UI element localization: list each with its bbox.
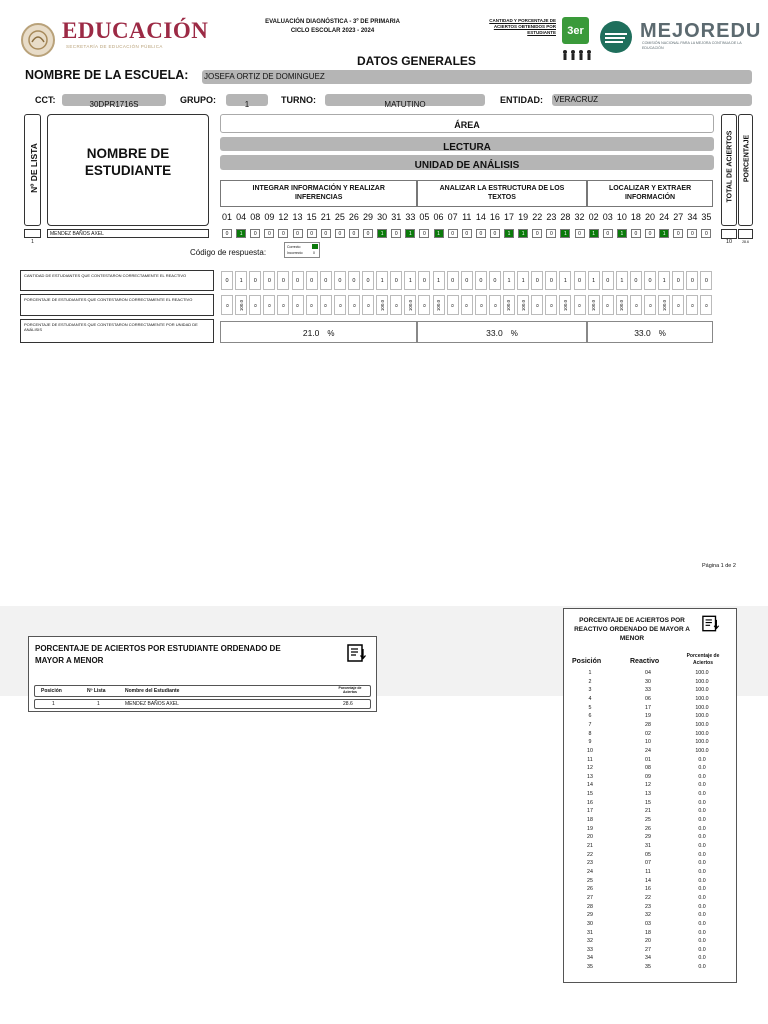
item-number: 34 xyxy=(687,212,698,222)
summary-percent-cell: 0 xyxy=(672,295,684,315)
summary-count-cell: 0 xyxy=(306,271,318,290)
sort-icon xyxy=(347,644,367,662)
summary-count-cell: 0 xyxy=(545,271,557,290)
answer-correct: 1 xyxy=(617,229,627,238)
brand-title: EDUCACIÓN xyxy=(62,18,209,43)
mejoredu-logo-icon xyxy=(599,20,633,54)
item-rank-row: 14 12 0.0 xyxy=(587,782,706,789)
item-rank-row: 9 10 100.0 xyxy=(588,739,709,746)
summary-count-cell: 1 xyxy=(517,271,529,290)
item-rank-row: 22 05 0.0 xyxy=(587,851,706,858)
item-rank-row: 2 30 100.0 xyxy=(588,678,709,685)
item-number: 08 xyxy=(250,212,261,222)
item-rank-row: 7 28 100.0 xyxy=(588,721,709,728)
sort-icon xyxy=(702,615,720,632)
analysis-unit-header xyxy=(587,180,714,207)
summary-count-cell: 1 xyxy=(376,271,388,290)
summary-percent-cell: 0 xyxy=(263,295,275,315)
summary-count-cell: 1 xyxy=(616,271,628,290)
answer-correct: 1 xyxy=(518,229,528,238)
summary-count-cell: 0 xyxy=(700,271,712,290)
summary-count-cell: 0 xyxy=(672,271,684,290)
answer-correct: 1 xyxy=(504,229,514,238)
item-number: 14 xyxy=(475,212,486,222)
student-rank-row: 1 1 MENDEZ BAÑOS AXEL 28.6 xyxy=(34,699,371,709)
summary-percent-cell: 0 xyxy=(306,295,318,315)
item-rank-row: 16 15 0.0 xyxy=(587,799,706,806)
item-number: 11 xyxy=(462,212,472,222)
item-number: 01 xyxy=(222,212,233,222)
answer-incorrect: 0 xyxy=(264,229,274,238)
summary-percent-cell: 100.0 xyxy=(588,295,600,315)
answer-incorrect: 0 xyxy=(631,229,641,238)
item-number: 35 xyxy=(701,212,712,222)
summary-count-cell: 0 xyxy=(249,271,261,290)
unit-percent-cell xyxy=(417,321,586,343)
item-number: 27 xyxy=(673,212,684,222)
item-number: 33 xyxy=(405,212,416,222)
item-rank-row: 35 35 0.0 xyxy=(587,964,706,971)
summary-percent-cell: 100.0 xyxy=(658,295,670,315)
summary-unit-label: PORCENTAJE DE ESTUDIANTES QUE CONTESTARON CORRECTAMENTE POR UNIDAD DE ANÁLISIS xyxy=(20,319,214,343)
item-number: 23 xyxy=(546,212,557,222)
percent-label: PORCENTAJE xyxy=(743,134,751,183)
summary-percent-cell: 0 xyxy=(447,295,459,315)
school-cycle: CICLO ESCOLAR 2023 - 2024 xyxy=(290,28,375,34)
summary-percent-cell: 0 xyxy=(545,295,557,315)
unit-percent: 33.0 xyxy=(486,328,503,338)
student-name-cell: MENDEZ BAÑOS AXEL xyxy=(47,229,209,238)
brand-subtitle: SECRETARÍA DE EDUCACIÓN PÚBLICA xyxy=(66,44,163,49)
turno-field xyxy=(325,94,485,109)
entidad-value: VERACRUZ xyxy=(554,95,599,104)
answer-incorrect: 0 xyxy=(701,229,711,238)
student-rank-header: Posición Nº Lista Nombre del Estudiante Porcentaje de Aciertos xyxy=(34,685,371,697)
unit-percent-cell xyxy=(587,321,714,343)
list-number-label: Nº DE LISTA xyxy=(29,143,39,193)
item-number: 32 xyxy=(574,212,585,222)
unit-percent-cell xyxy=(220,321,417,343)
student-percent-cell: 28.6 xyxy=(738,229,753,239)
summary-percent-cell: 0 xyxy=(531,295,543,315)
item-rank-row: 5 17 100.0 xyxy=(588,704,709,711)
summary-percent-cell: 0 xyxy=(574,295,586,315)
section-title: DATOS GENERALES xyxy=(357,54,476,68)
student-rank-panel xyxy=(28,636,377,712)
summary-percent-cell: 100.0 xyxy=(517,295,529,315)
turno-label: TURNO: xyxy=(281,95,316,105)
summary-count-cell: 0 xyxy=(489,271,501,290)
item-number: 09 xyxy=(264,212,275,222)
answer-incorrect: 0 xyxy=(307,229,317,238)
answer-correct: 1 xyxy=(236,229,246,238)
unit-percent-sign: % xyxy=(510,329,518,338)
area-label: ÁREA xyxy=(454,120,480,130)
legend-box: Correcto Incorrecto 0 xyxy=(284,242,320,258)
turno-value: MATUTINO xyxy=(384,100,426,109)
summary-percent-cell: 0 xyxy=(249,295,261,315)
item-rank-row: 3 33 100.0 xyxy=(588,687,709,694)
summary-count-cell: 0 xyxy=(630,271,642,290)
item-number: 17 xyxy=(504,212,515,222)
student-name-label: NOMBRE DE ESTUDIANTE xyxy=(84,146,172,178)
summary-percent-cell: 0 xyxy=(221,295,233,315)
item-number: 31 xyxy=(391,212,402,222)
answer-incorrect: 0 xyxy=(532,229,542,238)
item-number: 16 xyxy=(489,212,500,222)
answer-incorrect: 0 xyxy=(462,229,472,238)
item-rank-row: 30 03 0.0 xyxy=(587,920,706,927)
answer-incorrect: 0 xyxy=(673,229,683,238)
summary-percent-cell: 100.0 xyxy=(616,295,628,315)
unit-label-bar xyxy=(220,155,714,170)
item-number: 26 xyxy=(348,212,359,222)
item-rank-row: 21 31 0.0 xyxy=(587,843,706,849)
summary-percent-cell: 0 xyxy=(292,295,304,315)
grupo-value: 1 xyxy=(244,100,250,109)
summary-count-cell: 0 xyxy=(320,271,332,290)
answer-incorrect: 0 xyxy=(349,229,359,238)
item-rank-row: 20 29 0.0 xyxy=(587,834,706,841)
item-number: 18 xyxy=(630,212,641,222)
summary-count-cell: 0 xyxy=(531,271,543,290)
item-rank-title: PORCENTAJE DE ACIERTOS POR REACTIVO ORDENADO DE MAYOR A MENOR xyxy=(574,617,690,642)
legend-label: Código de respuesta: xyxy=(190,248,267,257)
school-name-label: NOMBRE DE LA ESCUELA: xyxy=(25,68,189,82)
summary-percent-cell: 0 xyxy=(334,295,346,315)
answer-correct: 1 xyxy=(589,229,599,238)
summary-count-cell: 0 xyxy=(348,271,360,290)
percent-header xyxy=(738,114,753,226)
item-rank-row: 8 02 100.0 xyxy=(588,730,709,737)
answer-incorrect: 0 xyxy=(222,229,232,238)
legend-correct-swatch xyxy=(312,244,318,249)
summary-count-cell: 0 xyxy=(277,271,289,290)
summary-percent-cell: 0 xyxy=(277,295,289,315)
item-rank-row: 1 04 100.0 xyxy=(588,670,709,676)
item-rank-row: 15 13 0.0 xyxy=(587,791,706,798)
summary-percent-label: PORCENTAJE DE ESTUDIANTES QUE CONTESTARON CORRECTAMENTE EL REACTIVO xyxy=(20,294,214,316)
item-rank-row: 29 32 0.0 xyxy=(587,912,706,919)
item-number: 30 xyxy=(377,212,388,222)
summary-count-cell: 1 xyxy=(588,271,600,290)
item-rank-header: Posición Reactivo Porcentaje de Aciertos xyxy=(572,653,720,666)
item-rank-row: 31 18 0.0 xyxy=(587,929,706,936)
summary-percent-cell: 0 xyxy=(630,295,642,315)
summary-count-cell: 0 xyxy=(461,271,473,290)
entidad-field xyxy=(552,94,752,106)
answer-incorrect: 0 xyxy=(603,229,613,238)
summary-percent-cell: 100.0 xyxy=(235,295,247,315)
summary-percent-cell: 100.0 xyxy=(376,295,388,315)
item-number: 22 xyxy=(532,212,543,222)
summary-count-cell: 0 xyxy=(292,271,304,290)
report-type: CANTIDAD Y PORCENTAJE DE ACIERTOS OBTENIDOS POR ESTUDIANTE xyxy=(489,18,556,35)
summary-percent-cell: 100.0 xyxy=(404,295,416,315)
item-number: 06 xyxy=(433,212,444,222)
student-list-number: 1 xyxy=(24,229,41,238)
sep-seal-icon xyxy=(20,22,56,58)
analysis-unit-name: INTEGRAR INFORMACIÓN Y REALIZAR INFERENCIAS xyxy=(252,185,385,201)
item-rank-row: 12 08 0.0 xyxy=(587,765,706,772)
entidad-label: ENTIDAD: xyxy=(500,95,543,105)
summary-count-cell: 0 xyxy=(334,271,346,290)
answer-incorrect: 0 xyxy=(391,229,401,238)
cct-field xyxy=(62,94,166,109)
mejoredu-title: MEJOREDU xyxy=(640,20,762,42)
item-number: 19 xyxy=(518,212,529,222)
answer-incorrect: 0 xyxy=(419,229,429,238)
summary-count-label: CANTIDAD DE ESTUDIANTES QUE CONTESTARON CORRECTAMENTE EL REACTIVO xyxy=(20,270,214,291)
summary-percent-cell: 0 xyxy=(348,295,360,315)
item-number: 12 xyxy=(278,212,289,222)
summary-percent-cell: 100.0 xyxy=(559,295,571,315)
summary-count-cell: 1 xyxy=(658,271,670,290)
analysis-unit-name: ANALIZAR LA ESTRUCTURA DE LOS TEXTOS xyxy=(439,185,565,201)
answer-correct: 1 xyxy=(434,229,444,238)
answer-incorrect: 0 xyxy=(546,229,556,238)
item-number: 24 xyxy=(659,212,670,222)
summary-count-cell: 0 xyxy=(475,271,487,290)
item-number: 07 xyxy=(447,212,458,222)
summary-percent-cell: 0 xyxy=(644,295,656,315)
total-label: TOTAL DE ACIERTOS xyxy=(726,130,734,203)
cct-value: 30DPR1716S xyxy=(89,100,139,109)
mejoredu-subtitle: COMISIÓN NACIONAL PARA LA MEJORA CONTINUA DE LA EDUCACIÓN xyxy=(642,41,742,50)
item-rank-panel xyxy=(563,608,737,983)
area-value-bar xyxy=(220,137,714,151)
item-number: 13 xyxy=(292,212,303,222)
item-number: 20 xyxy=(645,212,656,222)
answer-incorrect: 0 xyxy=(645,229,655,238)
item-rank-row: 17 21 0.0 xyxy=(587,808,706,815)
grade-badge: 3er xyxy=(562,17,589,44)
item-rank-row: 6 19 100.0 xyxy=(588,713,709,720)
answer-incorrect: 0 xyxy=(448,229,458,238)
summary-percent-cell: 0 xyxy=(602,295,614,315)
analysis-unit-name: LOCALIZAR Y EXTRAER INFORMACIÓN xyxy=(608,185,692,201)
summary-count-cell: 1 xyxy=(503,271,515,290)
item-rank-row: 34 34 0.0 xyxy=(587,955,706,962)
answer-incorrect: 0 xyxy=(293,229,303,238)
school-name-value: JOSEFA ORTIZ DE DOMINGUEZ xyxy=(204,72,325,81)
summary-count-cell: 0 xyxy=(447,271,459,290)
item-rank-row: 19 26 0.0 xyxy=(587,825,706,832)
summary-percent-cell: 100.0 xyxy=(433,295,445,315)
unit-percent: 21.0 xyxy=(302,328,320,338)
summary-count-cell: 0 xyxy=(602,271,614,290)
summary-count-cell: 0 xyxy=(418,271,430,290)
item-number: 15 xyxy=(306,212,317,222)
item-number: 03 xyxy=(602,212,613,222)
analysis-unit-header xyxy=(417,180,586,207)
item-rank-row: 27 22 0.0 xyxy=(587,894,706,901)
school-name-field xyxy=(202,70,752,84)
item-number: 04 xyxy=(236,212,247,222)
cct-label: CCT: xyxy=(35,95,56,105)
summary-count-cell: 0 xyxy=(390,271,402,290)
summary-count-cell: 1 xyxy=(404,271,416,290)
item-number: 25 xyxy=(334,212,345,222)
total-header xyxy=(721,114,737,226)
item-rank-row: 10 24 100.0 xyxy=(587,747,709,754)
grupo-field xyxy=(226,94,268,109)
answer-incorrect: 0 xyxy=(575,229,585,238)
item-number: 05 xyxy=(419,212,430,222)
summary-count-cell: 0 xyxy=(686,271,698,290)
item-number: 29 xyxy=(363,212,374,222)
item-number: 21 xyxy=(320,212,331,222)
student-rank-title: PORCENTAJE DE ACIERTOS POR ESTUDIANTE ORDENADO DE MAYOR A MENOR xyxy=(35,644,281,665)
unit-percent-sign: % xyxy=(658,329,666,338)
item-number: 10 xyxy=(616,212,627,222)
answer-incorrect: 0 xyxy=(476,229,486,238)
summary-percent-cell: 0 xyxy=(461,295,473,315)
area-value: LECTURA xyxy=(443,142,491,153)
unit-label: UNIDAD DE ANÁLISIS xyxy=(414,160,520,171)
summary-percent-cell: 100.0 xyxy=(503,295,515,315)
page-number: Página 1 de 2 xyxy=(702,563,736,569)
answer-correct: 1 xyxy=(560,229,570,238)
list-number-header xyxy=(24,114,41,226)
item-number: 02 xyxy=(588,212,599,222)
item-rank-row: 28 23 0.0 xyxy=(587,903,706,910)
summary-count-cell: 1 xyxy=(235,271,247,290)
item-rank-row: 24 11 0.0 xyxy=(587,868,706,875)
answer-incorrect: 0 xyxy=(278,229,288,238)
summary-count-cell: 0 xyxy=(263,271,275,290)
item-rank-row: 23 07 0.0 xyxy=(587,860,706,867)
summary-percent-cell: 0 xyxy=(475,295,487,315)
answer-incorrect: 0 xyxy=(490,229,500,238)
unit-percent: 33.0 xyxy=(634,328,651,338)
area-label-box xyxy=(220,114,714,133)
summary-percent-cell: 0 xyxy=(700,295,712,315)
summary-percent-cell: 0 xyxy=(489,295,501,315)
answer-incorrect: 0 xyxy=(363,229,373,238)
item-rank-row: 11 01 0.0 xyxy=(587,756,706,763)
grupo-label: GRUPO: xyxy=(180,95,216,105)
answer-incorrect: 0 xyxy=(335,229,345,238)
summary-percent-cell: 0 xyxy=(320,295,332,315)
item-rank-row: 32 20 0.0 xyxy=(587,938,706,945)
answer-correct: 1 xyxy=(659,229,669,238)
answer-correct: 1 xyxy=(405,229,415,238)
summary-count-cell: 0 xyxy=(574,271,586,290)
item-rank-row: 33 27 0.0 xyxy=(587,946,706,953)
answer-correct: 1 xyxy=(377,229,387,238)
summary-percent-cell: 0 xyxy=(390,295,402,315)
item-rank-row: 26 16 0.0 xyxy=(587,886,706,893)
summary-count-cell: 0 xyxy=(644,271,656,290)
summary-percent-cell: 0 xyxy=(362,295,374,315)
item-rank-row: 13 09 0.0 xyxy=(587,773,706,780)
summary-count-cell: 0 xyxy=(221,271,233,290)
summary-percent-cell: 0 xyxy=(418,295,430,315)
answer-incorrect: 0 xyxy=(321,229,331,238)
item-rank-row: 25 14 0.0 xyxy=(587,877,706,884)
item-number: 28 xyxy=(560,212,571,222)
summary-count-cell: 1 xyxy=(559,271,571,290)
answer-incorrect: 0 xyxy=(250,229,260,238)
item-rank-row: 18 25 0.0 xyxy=(587,817,706,824)
student-total-cell: 10 xyxy=(721,229,737,239)
summary-count-cell: 1 xyxy=(433,271,445,290)
student-name-header xyxy=(47,114,209,226)
evaluation-title: EVALUACIÓN DIAGNÓSTICA - 3º DE PRIMARIA xyxy=(265,19,400,25)
summary-percent-cell: 0 xyxy=(686,295,698,315)
analysis-unit-header xyxy=(220,180,417,207)
answer-incorrect: 0 xyxy=(687,229,697,238)
unit-percent-sign: % xyxy=(327,329,335,338)
item-rank-row: 4 06 100.0 xyxy=(588,695,709,702)
students-group-icon xyxy=(561,48,593,60)
summary-count-cell: 0 xyxy=(362,271,374,290)
